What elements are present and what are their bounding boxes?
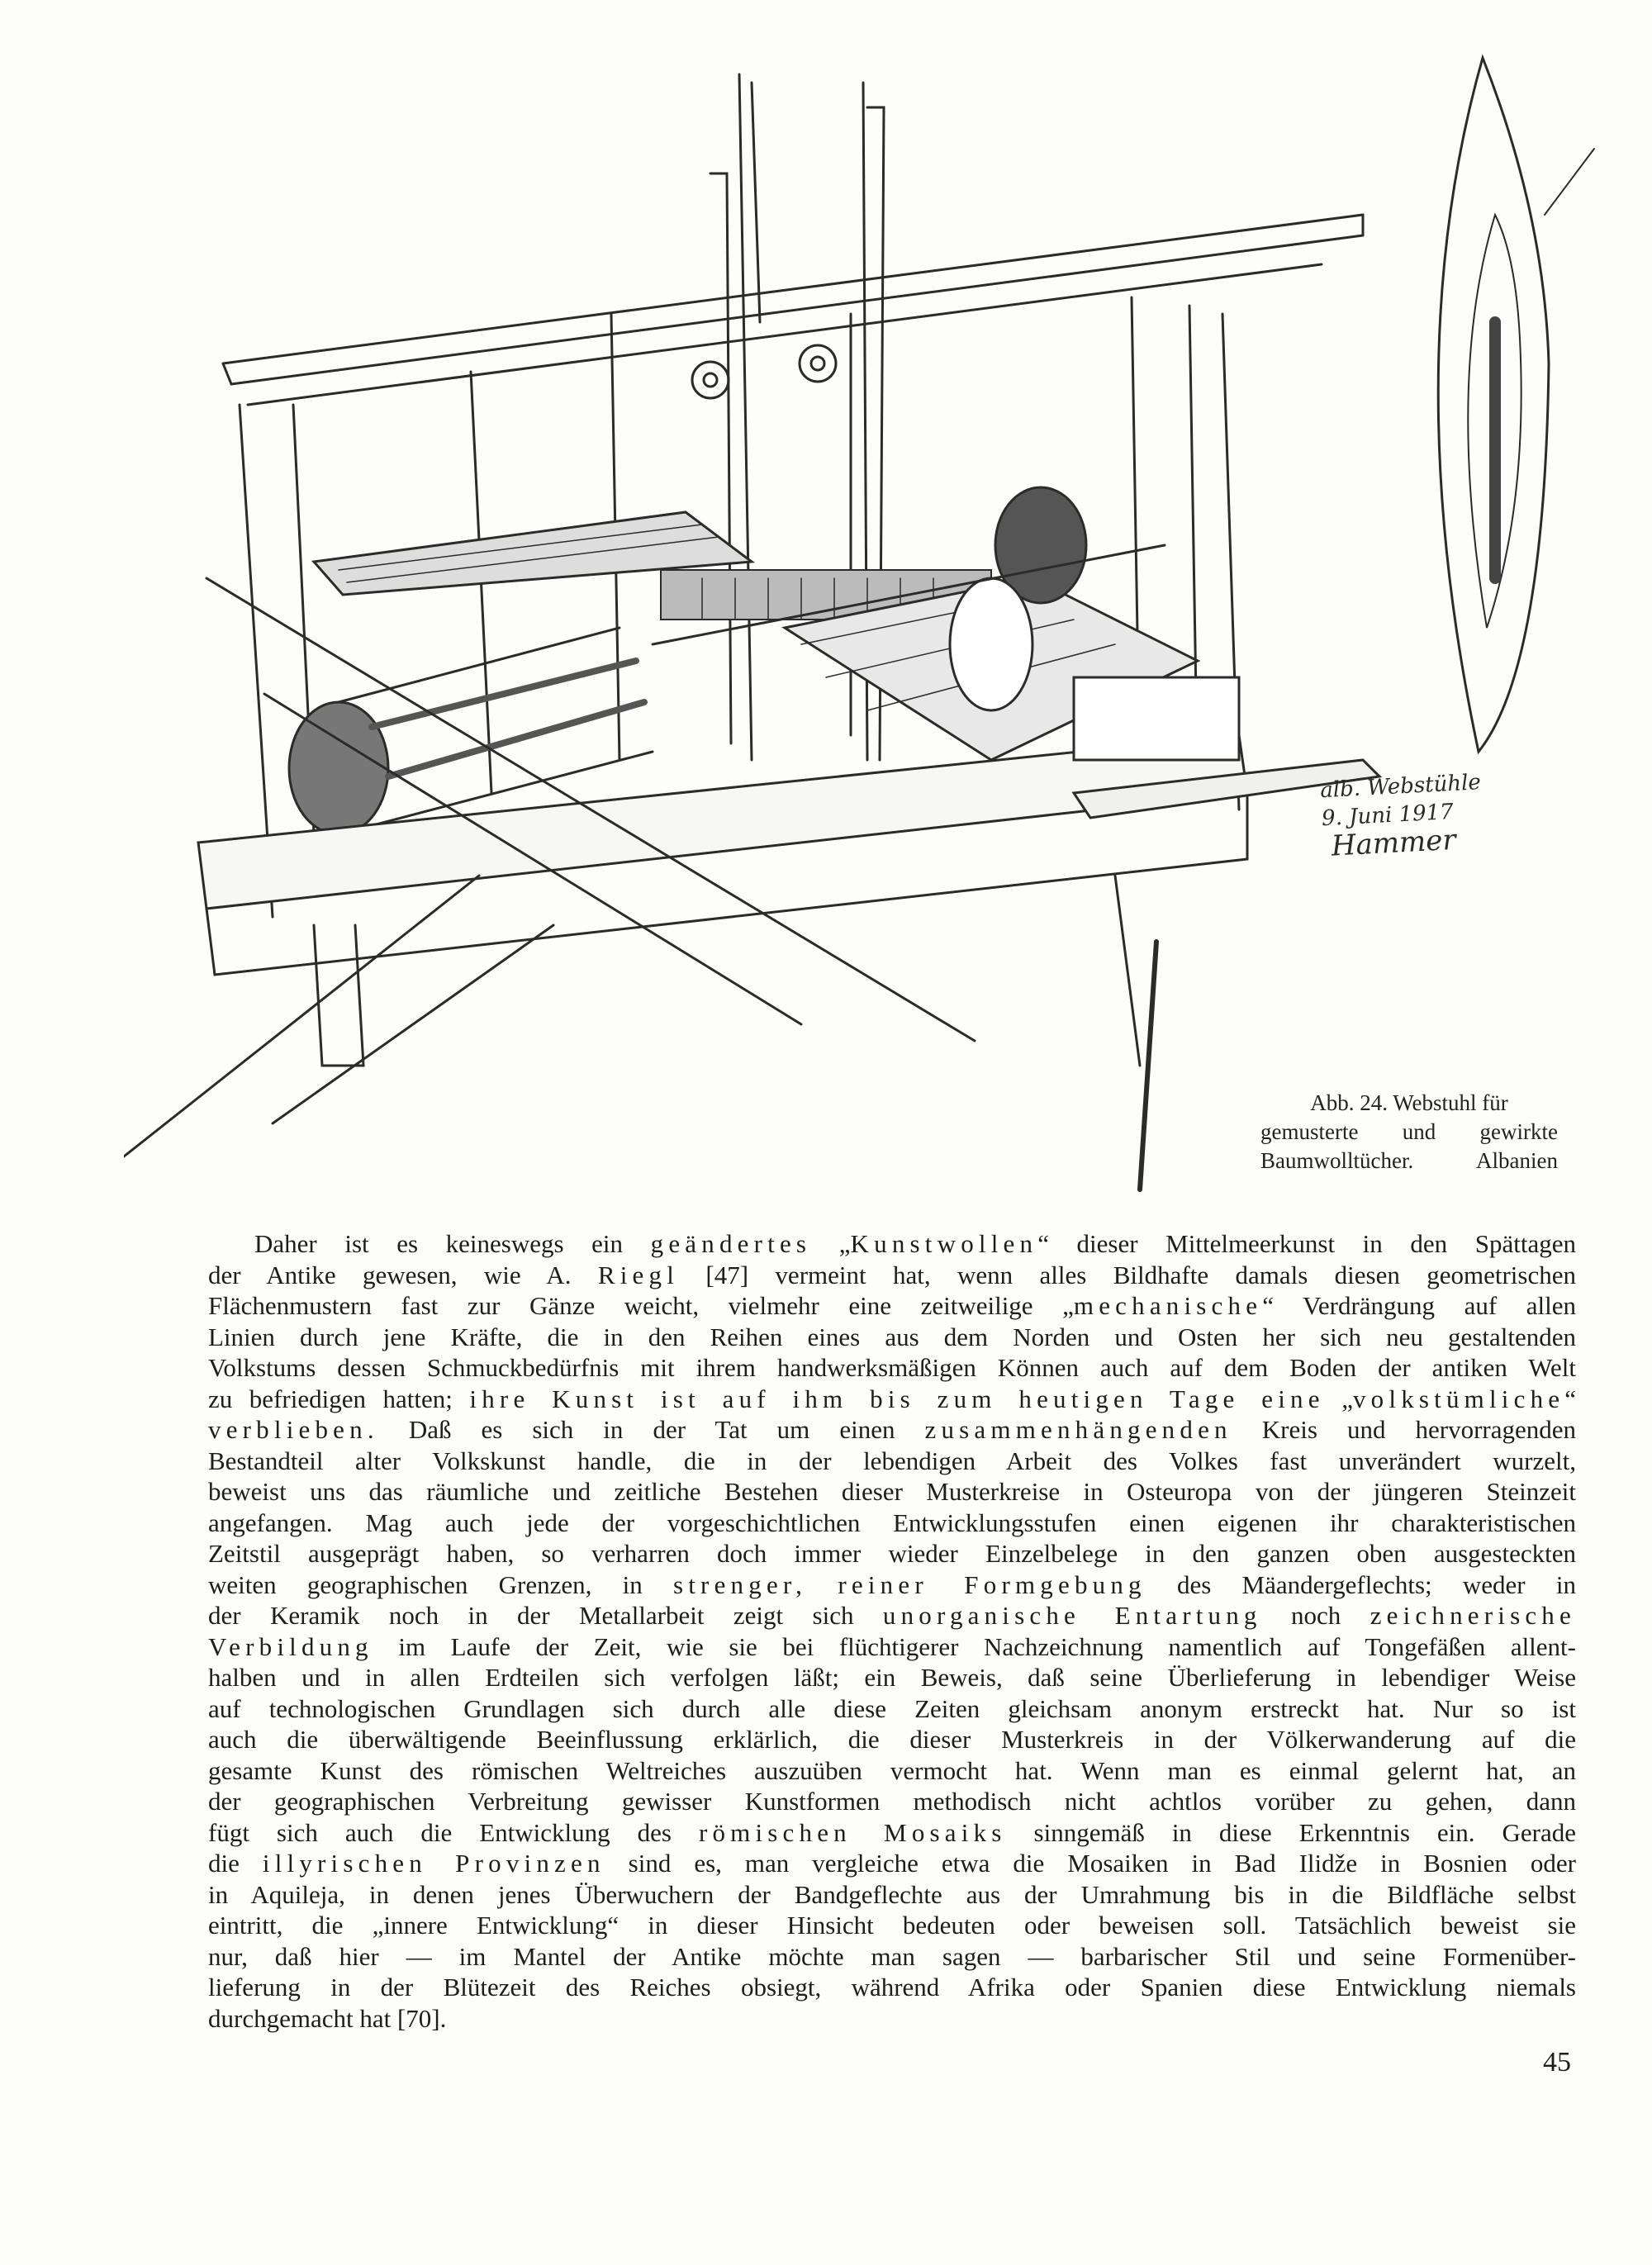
spaced-emphasis: unorganische Entartung	[882, 1601, 1262, 1630]
text-segment: in Aquileja, in denen jenes Überwuchern der Bandgeflechte aus der Umrahmung bis in die Bildfläche selbst	[208, 1879, 1576, 1909]
spaced-emphasis: geändertes	[650, 1229, 812, 1258]
text-line	[208, 1538, 1576, 1569]
text-segment: [47] vermeint hat, wenn alles Bildhafte damals diesen geometrischen	[679, 1260, 1576, 1289]
text-segment: noch	[1261, 1601, 1370, 1630]
spaced-emphasis: verblieben.	[208, 1415, 379, 1444]
text-line	[208, 1693, 1576, 1725]
text-line	[208, 1414, 1576, 1446]
text-segment: eintritt, die „innere Entwicklung“ in dieser Hinsicht bedeuten oder beweisen soll. Tatsächlich beweist sie	[208, 1911, 1576, 1940]
spaced-emphasis: zusammenhängenden	[924, 1415, 1232, 1444]
spaced-emphasis: Kunstwollen	[850, 1229, 1038, 1258]
text-segment: Daher ist es keineswegs ein	[254, 1229, 651, 1258]
text-segment: im Laufe der Zeit, wie sie bei flüchtigerer Nachzeichnung namentlich auf Tongefäßen allent-	[373, 1631, 1576, 1661]
text-segment: zu befriedigen hatten;	[208, 1384, 470, 1413]
text-segment: „	[811, 1229, 851, 1258]
text-segment: auch die überwältigende Beeinflussung erklärlich, die dieser Musterkreis in der Völkerwanderung auf die	[208, 1725, 1576, 1754]
text-segment: der Keramik noch in der Metallarbeit zeigt sich	[208, 1601, 883, 1630]
text-line	[208, 1972, 1576, 2003]
text-segment: Volkstums dessen Schmuckbedürfnis mit ihrem handwerksmäßigen Können auch auf dem Boden der antiken Welt	[208, 1353, 1576, 1382]
text-line	[208, 1260, 1576, 1291]
spaced-emphasis: Verbildung	[208, 1631, 373, 1661]
spaced-emphasis: zeichnerische	[1370, 1601, 1576, 1630]
text-segment: “ Verdrängung auf allen	[1262, 1291, 1576, 1320]
text-line	[208, 1322, 1576, 1353]
text-segment: lieferung in der Blütezeit des Reiches obsiegt, während Afrika oder Spanien diese Entwicklung niemals	[208, 1973, 1576, 2001]
spaced-emphasis: volkstümliche	[1352, 1384, 1565, 1413]
text-segment: Daß es sich in der Tat um einen	[378, 1415, 925, 1444]
text-line	[208, 1508, 1576, 1539]
text-segment: “	[1564, 1384, 1576, 1413]
text-segment: „	[1324, 1384, 1353, 1413]
spaced-emphasis: strenger,	[672, 1569, 808, 1599]
text-line	[208, 1352, 1576, 1384]
text-segment: fügt sich auch die Entwicklung des	[208, 1817, 699, 1847]
text-segment: weiten geographischen Grenzen, in	[208, 1569, 673, 1599]
text-segment: sind es, man vergleiche etwa die Mosaiken in Bad Ilidže in Bosnien oder	[605, 1849, 1576, 1878]
text-line	[208, 1476, 1576, 1508]
caption-line: Baumwolltücher. Albanien	[1260, 1148, 1558, 1173]
text-line	[208, 1631, 1576, 1663]
text-line	[208, 1600, 1576, 1631]
spaced-emphasis: mechanische	[1073, 1291, 1263, 1320]
text-segment: angefangen. Mag auch jede der vorgeschichtlichen Entwicklungsstufen einen eigenen ihr charakteristischen	[208, 1508, 1576, 1537]
text-segment: sinngemäß in diese Erkenntnis ein. Gerade	[1006, 1817, 1576, 1847]
text-segment: nur, daß hier — im Mantel der Antike möchte man sagen — barbarischer Stil und seine Formenüber-	[208, 1941, 1576, 1971]
text-line	[208, 1290, 1576, 1322]
text-line	[208, 1569, 1576, 1601]
text-line	[208, 1910, 1576, 1941]
figure-caption	[1260, 1089, 1558, 1175]
text-line	[208, 1848, 1576, 1879]
spaced-emphasis: Riegl	[597, 1260, 680, 1289]
text-segment: Flächenmustern fast zur Gänze weicht, vielmehr eine zeitweilige „	[208, 1291, 1074, 1320]
text-segment: Zeitstil ausgeprägt haben, so verharren doch immer wieder Einzelbelege in den ganzen oben ausgesteckten	[208, 1539, 1576, 1568]
text-line	[208, 1446, 1576, 1477]
caption-line: Abb. 24. Webstuhl für	[1310, 1090, 1508, 1115]
text-line	[208, 1384, 1576, 1415]
caption-line: gemusterte und gewirkte	[1260, 1119, 1558, 1144]
page-number: 45	[1543, 2047, 1571, 2077]
signature-date: 9. Juni 1917	[1321, 799, 1455, 832]
text-segment: “ dieser Mittelmeerkunst in den Spättagen	[1037, 1229, 1576, 1258]
loom-illustration	[124, 50, 1611, 1206]
spaced-emphasis: ihre Kunst ist auf ihm bis zum heutigen Tage eine	[469, 1384, 1325, 1413]
spaced-emphasis: illyrischen Provinzen	[262, 1849, 605, 1878]
signature-line-1: alb. Webstühle	[1319, 770, 1482, 804]
text-segment	[807, 1570, 838, 1599]
text-segment: gesamte Kunst des römischen Weltreiches auszuüben vermocht hat. Wenn man es einmal gelernt hat, an	[208, 1755, 1576, 1785]
text-segment: beweist uns das räumliche und zeitliche Bestehen dieser Musterkreise in Osteuropa von der jüngeren Steinzeit	[208, 1477, 1576, 1506]
text-segment: des Mäandergeflechts; weder in	[1146, 1569, 1576, 1599]
spaced-emphasis: reiner Formgebung	[838, 1569, 1146, 1599]
text-line	[208, 1941, 1576, 1973]
text-line	[208, 1228, 1576, 1260]
text-segment: Bestandteil alter Volkskunst handle, die in der lebendigen Arbeit des Volkes fast unverändert wurzelt,	[208, 1446, 1576, 1475]
text-segment: Kreis und hervorragenden	[1232, 1415, 1576, 1444]
text-segment: die	[208, 1849, 263, 1878]
text-line	[208, 2003, 1576, 2035]
text-line	[208, 1724, 1576, 1755]
text-line	[208, 1755, 1576, 1787]
text-segment: der Antike gewesen, wie A.	[208, 1260, 598, 1289]
text-line	[208, 1662, 1576, 1693]
text-line	[208, 1879, 1576, 1911]
artist-signature	[1319, 768, 1488, 861]
text-segment: auf technologischen Grundlagen sich durch alle diese Zeiten gleichsam anonym erstreckt hat. Nur so ist	[208, 1693, 1576, 1723]
body-text	[208, 1228, 1576, 2034]
spaced-emphasis: römischen Mosaiks	[698, 1817, 1007, 1847]
signature-name: Hammer	[1330, 823, 1457, 863]
text-segment: halben und in allen Erdteilen sich verfolgen läßt; ein Beweis, daß seine Überlieferung in lebendiger Weise	[208, 1663, 1576, 1692]
text-segment: Linien durch jene Kräfte, die in den Reihen eines aus dem Norden und Osten her sich neu gestaltenden	[208, 1322, 1576, 1351]
text-line	[208, 1786, 1576, 1817]
text-segment: durchgemacht hat [70].	[208, 2003, 447, 2033]
text-line	[208, 1817, 1576, 1849]
text-segment: der geographischen Verbreitung gewisser Kunstformen methodisch nicht achtlos vorüber zu gehen, dann	[208, 1787, 1576, 1816]
